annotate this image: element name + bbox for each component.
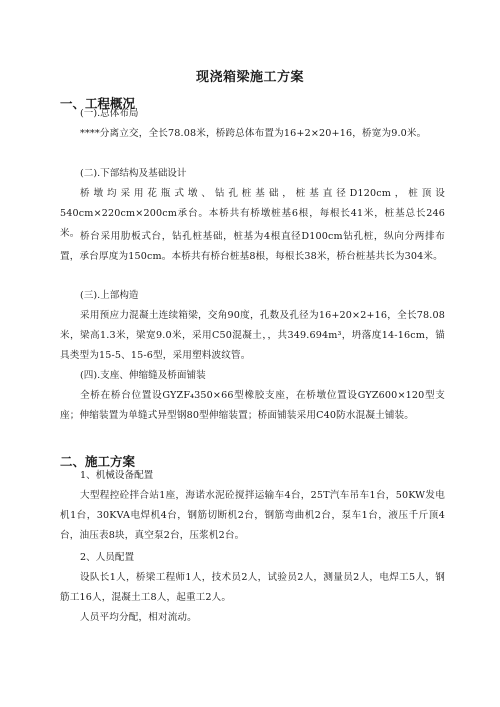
subsection-title-layout: (一).总体布局 bbox=[80, 108, 139, 119]
paragraph-personnel-note: 人员平均分配，相对流动。 bbox=[80, 612, 197, 623]
section-heading-construction: 二、施工方案 bbox=[60, 454, 136, 469]
paragraph-superstructure: 采用预应力混凝土连续箱梁，交角90度，孔数及孔径为16+20×2+16，全长78.08米，梁高1.3米，梁宽9.0米，采用C50混凝土，，共349.694m³，坍落度14-16cm，锚具类型为15-5、15-6型，采用塑料波纹管。 bbox=[60, 310, 445, 361]
paragraph-machinery: 大型程控砼拌合站1座，海诺水泥砼搅拌运输车4台，25T汽车吊车1台，50KW发电机1台，30KVA电焊机4台，钢筋切断机2台，钢筋弯曲机2台，泵车1台，液压千斤顶4台，油压表8块，真空泵2台，压浆机2台。 bbox=[60, 490, 445, 541]
subsection-title-personnel: 2、人员配置 bbox=[80, 552, 135, 563]
paragraph-personnel: 设队长1人，桥梁工程师1人，技术员2人，试验员2人，测量员2人，电焊工5人，钢筋工16人，混凝土工8人，起重工2人。 bbox=[60, 572, 445, 603]
document-title: 现浇箱梁施工方案 bbox=[195, 70, 304, 85]
subsection-title-superstructure: (三).上部构造 bbox=[80, 290, 139, 301]
paragraph-abutments: 桥台采用肋板式台，钻孔桩基础，桩基为4根直径D100cm钻孔桩，纵向分两排布置，承台厚度为150cm。本桥共有桥台桩基8根，每根长38米，桥台桩基共长为304米。 bbox=[60, 231, 445, 262]
subsection-title-substructure: (二).下部结构及基础设计 bbox=[80, 168, 187, 179]
paragraph-layout: ****分离立交，全长78.08米，桥跨总体布置为16+2×20+16，桥宽为9.0米。 bbox=[80, 128, 427, 139]
section-heading-overview: 一、工程概况 bbox=[60, 96, 136, 111]
paragraph-piers: 桥墩均采用花瓶式墩、钻孔桩基础，桩基直径D120cm，桩顶设540cm×220cm×200cm承台。本桥共有桥墩桩基6根，每根长41米，桩基总长246米。 bbox=[60, 188, 445, 239]
subsection-title-bearings: (四).支座、伸缩缝及桥面铺装 bbox=[80, 370, 206, 381]
paragraph-bearings: 全桥在桥台位置设GYZF₄350×66型橡胶支座，在桥墩位置设GYZ600×120型支座；伸缩装置为单缝式异型钢80型伸缩装置；桥面铺装采用C40防水混凝土铺装。 bbox=[60, 390, 445, 421]
subsection-title-machinery: 1、机械设备配置 bbox=[80, 470, 154, 481]
